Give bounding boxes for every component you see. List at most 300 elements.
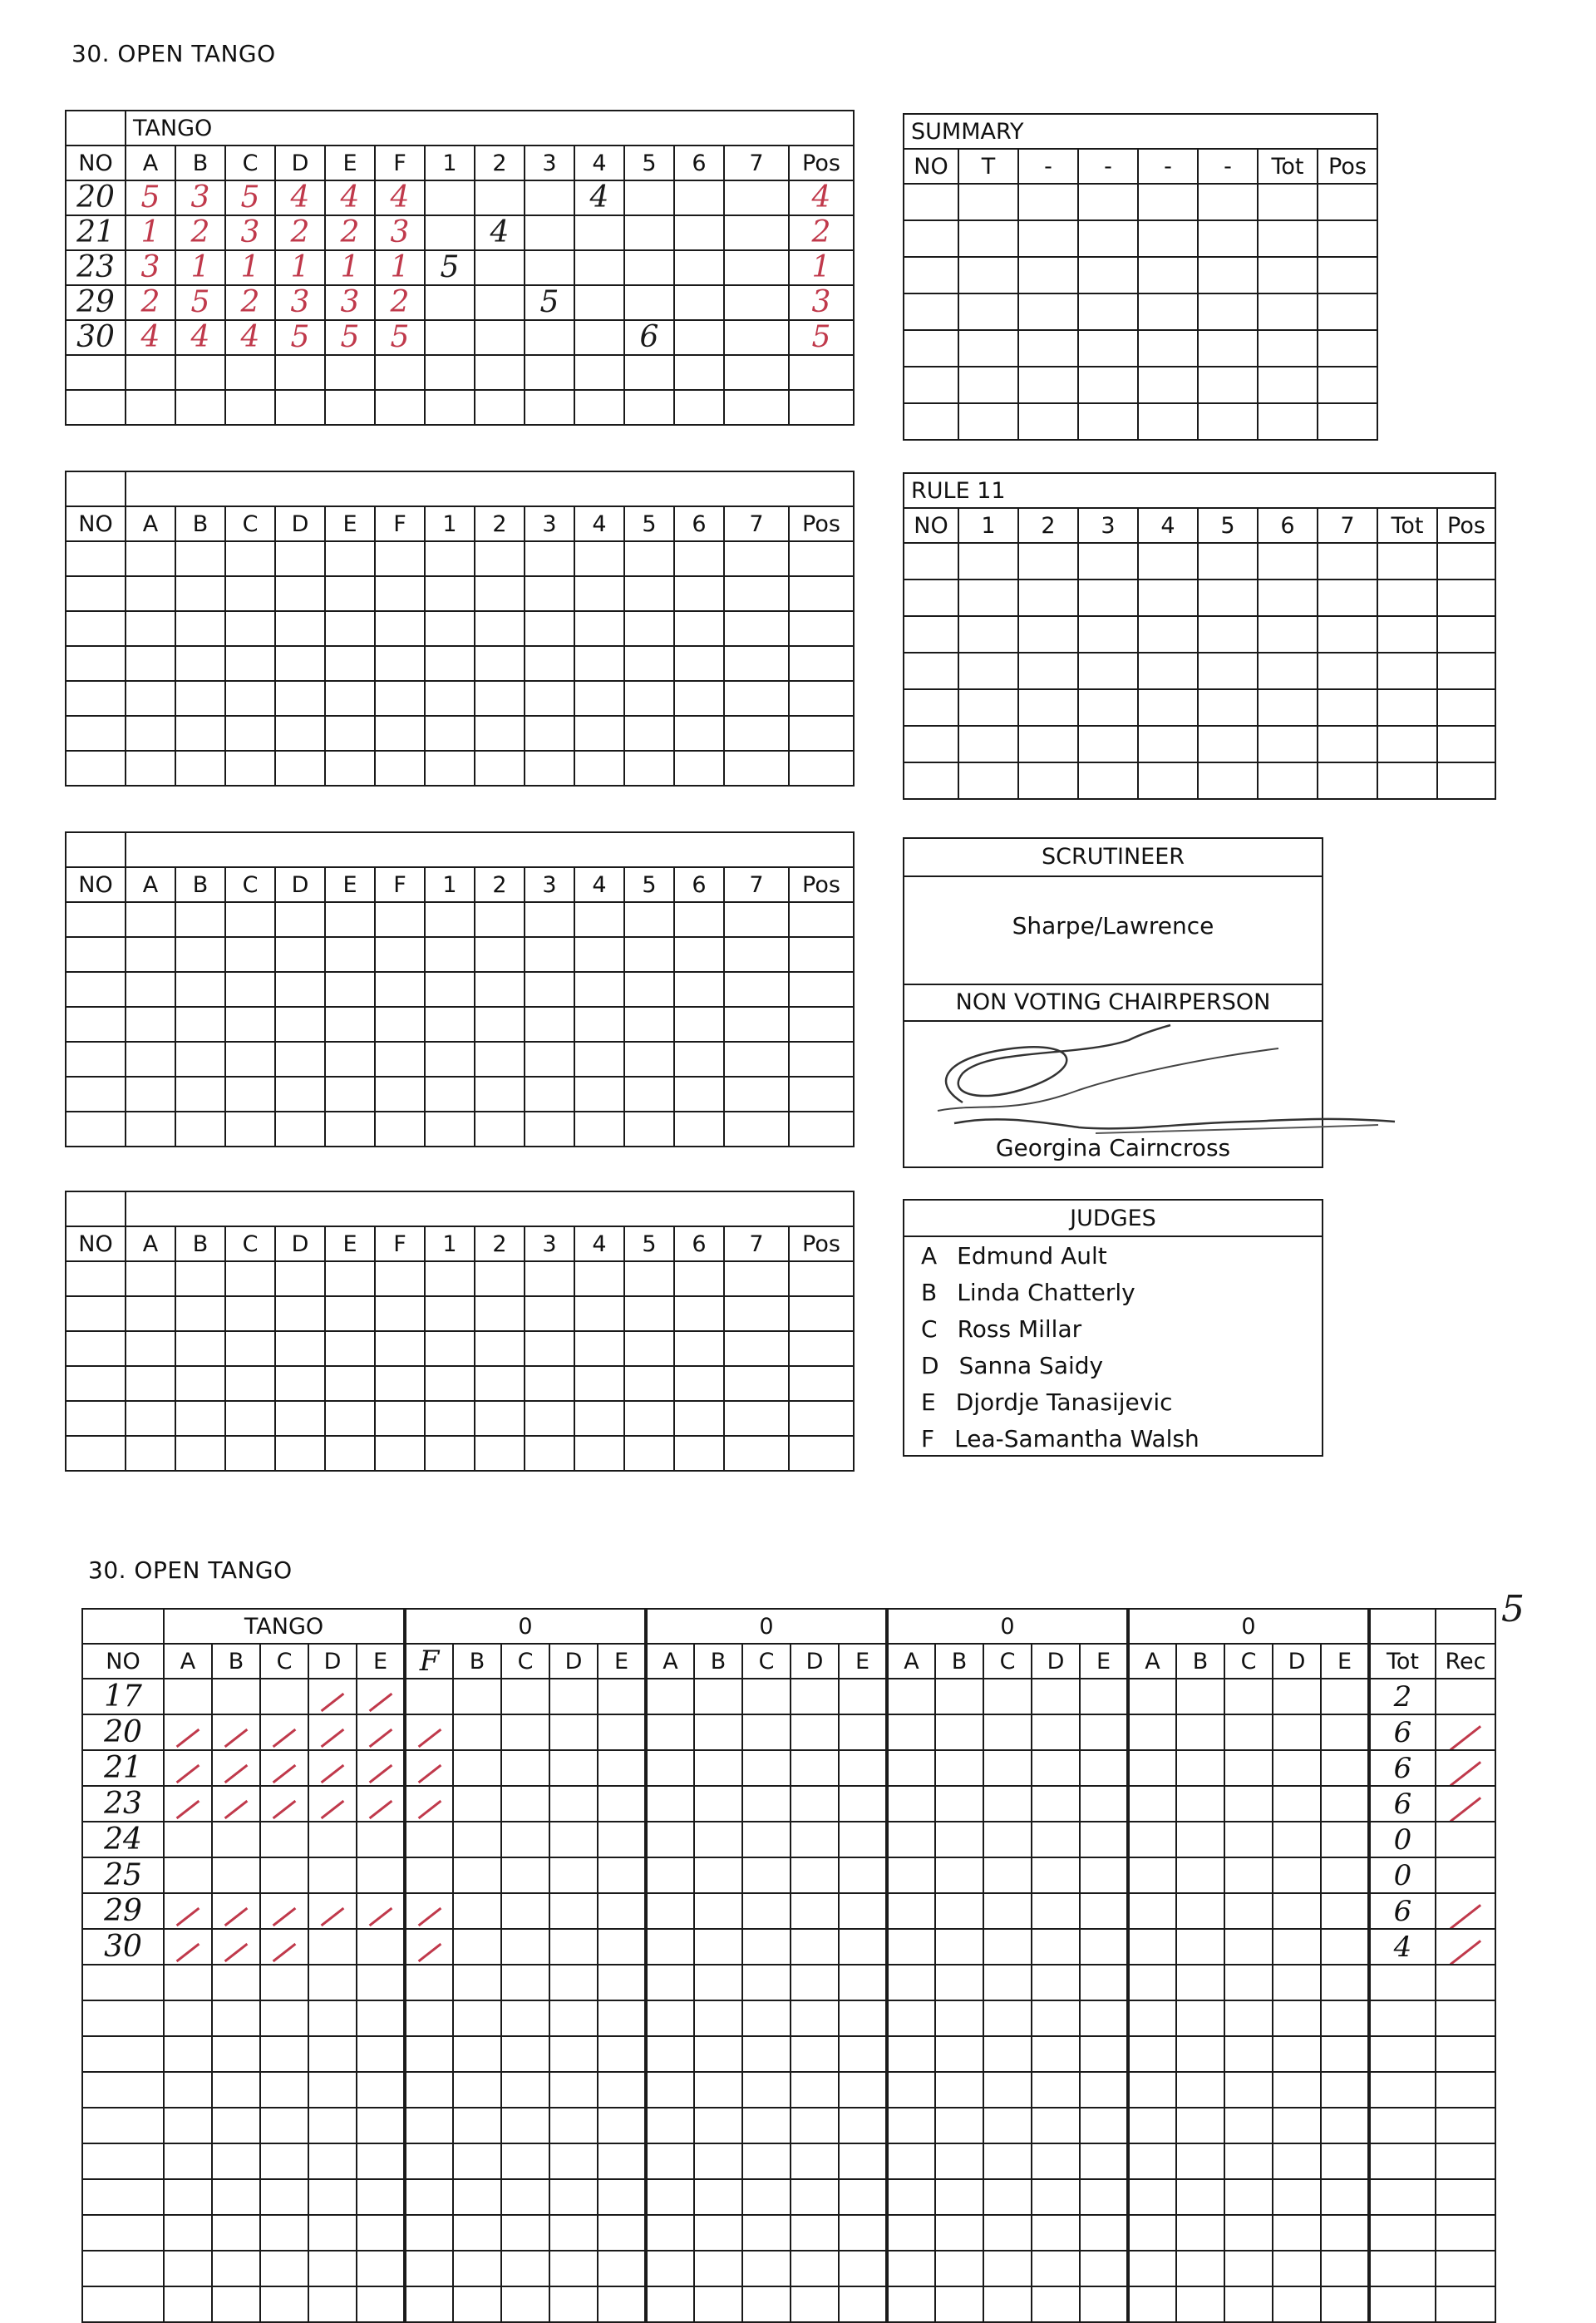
judge-mark: 1 <box>325 250 375 285</box>
empty-cell <box>674 1366 724 1401</box>
vote-cell <box>791 2000 839 2036</box>
empty-cell <box>275 1042 325 1077</box>
column-header: 5 <box>624 145 674 180</box>
summary-row <box>904 367 1377 403</box>
vote-cell <box>1321 1679 1369 1714</box>
empty-cell <box>904 293 958 330</box>
place-count: 4 <box>574 180 624 215</box>
empty-cell <box>325 972 375 1007</box>
vote-cell <box>1321 1965 1369 2000</box>
column-header: NO <box>66 1226 126 1261</box>
empty-cell <box>1078 257 1138 293</box>
dance-group-label: 0 <box>1128 1609 1369 1644</box>
vote-cell <box>1321 1822 1369 1857</box>
summary-header-row <box>904 149 1377 184</box>
vote-cell <box>357 2000 405 2036</box>
empty-cell <box>624 576 674 611</box>
empty-cell <box>275 937 325 972</box>
vote-cell <box>1273 2215 1321 2251</box>
empty-cell <box>958 543 1018 580</box>
vote-cell <box>1032 2072 1080 2108</box>
vote-cell <box>1032 1929 1080 1965</box>
table-row <box>66 1077 854 1112</box>
vote-cell <box>405 2179 453 2215</box>
recall-tick <box>176 1943 200 1962</box>
competitor-number: 23 <box>66 250 126 285</box>
empty-cell <box>425 1007 475 1042</box>
recall-tick <box>224 1907 249 1926</box>
empty-cell <box>425 1261 475 1296</box>
empty-cell <box>789 681 854 716</box>
empty-cell <box>574 1042 624 1077</box>
empty-cell <box>789 1007 854 1042</box>
vote-cell <box>549 1965 598 2000</box>
empty-cell <box>674 902 724 937</box>
empty-cell <box>674 1261 724 1296</box>
empty-cell <box>624 355 674 390</box>
empty-cell <box>1138 616 1198 653</box>
vote-cell <box>260 1750 308 1786</box>
table-row <box>66 681 854 716</box>
empty-cell <box>1258 184 1318 220</box>
recall-row <box>82 2000 1495 2036</box>
vote-cell <box>598 2251 646 2286</box>
place-count <box>475 180 525 215</box>
vote-cell <box>598 2072 646 2108</box>
header-row <box>66 867 854 902</box>
empty-cell <box>225 355 275 390</box>
vote-cell <box>549 1857 598 1893</box>
vote-cell <box>1321 2036 1369 2072</box>
empty-cell <box>1078 616 1138 653</box>
vote-cell <box>935 2179 983 2215</box>
vote-cell <box>501 1822 549 1857</box>
empty-cell <box>325 1401 375 1436</box>
empty-cell <box>789 1296 854 1331</box>
empty-cell <box>1318 257 1377 293</box>
empty-cell <box>126 1077 175 1112</box>
judge-mark: 3 <box>126 250 175 285</box>
summary-row <box>904 293 1377 330</box>
empty-cell <box>425 355 475 390</box>
empty-cell <box>904 257 958 293</box>
table-row <box>66 1007 854 1042</box>
vote-cell <box>935 1786 983 1822</box>
column-header: 5 <box>624 506 674 541</box>
vote-cell <box>357 1929 405 1965</box>
empty-cell <box>425 716 475 751</box>
place-count <box>475 285 525 320</box>
empty-cell <box>1018 616 1078 653</box>
empty-cell <box>1437 689 1495 726</box>
vote-cell <box>646 1822 694 1857</box>
recall-tick <box>273 1764 297 1783</box>
vote-cell <box>1224 2000 1273 2036</box>
vote-cell <box>260 2215 308 2251</box>
vote-cell <box>935 2215 983 2251</box>
empty-cell <box>1078 689 1138 726</box>
empty-cell <box>624 390 674 425</box>
rule11-title-row <box>904 473 1495 508</box>
vote-cell <box>983 1786 1032 1822</box>
vote-cell <box>839 2072 887 2108</box>
competitor-number: 20 <box>66 180 126 215</box>
dance-label <box>126 1191 854 1226</box>
vote-cell <box>1273 1893 1321 1929</box>
vote-cell <box>1273 2143 1321 2179</box>
recall-tick <box>1450 1725 1481 1750</box>
vote-cell <box>839 1679 887 1714</box>
judge-mark: 3 <box>225 215 275 250</box>
rule11-label: RULE 11 <box>904 473 1495 508</box>
vote-cell <box>164 1714 212 1750</box>
place-count <box>674 180 724 215</box>
vote-cell <box>308 1857 357 1893</box>
empty-cell <box>958 689 1018 726</box>
vote-cell <box>260 2143 308 2179</box>
vote-cell <box>1224 2179 1273 2215</box>
empty-cell <box>475 611 525 646</box>
empty-cell <box>1437 653 1495 689</box>
empty-cell <box>1318 762 1377 799</box>
vote-cell <box>1080 1786 1128 1822</box>
vote-cell <box>887 1822 935 1857</box>
judge-mark: 1 <box>375 250 425 285</box>
empty-cell <box>624 1331 674 1366</box>
empty-cell <box>958 367 1018 403</box>
empty-cell <box>1078 184 1138 220</box>
vote-cell <box>549 1786 598 1822</box>
vote-cell <box>791 1679 839 1714</box>
vote-cell <box>405 2072 453 2108</box>
place-count <box>624 285 674 320</box>
judge-letter-header: C <box>1224 1644 1273 1679</box>
vote-cell <box>549 2179 598 2215</box>
place-count <box>674 250 724 285</box>
empty-cell <box>904 689 958 726</box>
place-count <box>724 250 789 285</box>
header-row <box>66 145 854 180</box>
judge-row <box>904 1274 1322 1310</box>
empty-cell <box>1258 330 1318 367</box>
recall-flag <box>1436 1750 1495 1786</box>
empty-cell <box>574 716 624 751</box>
vote-cell <box>164 1929 212 1965</box>
judge-letter-header: B <box>212 1644 260 1679</box>
empty-cell <box>126 972 175 1007</box>
recall-tick <box>321 1764 345 1783</box>
vote-cell <box>1224 1786 1273 1822</box>
vote-cell <box>260 2036 308 2072</box>
empty-cell <box>1437 543 1495 580</box>
place-count <box>724 180 789 215</box>
vote-cell <box>357 1822 405 1857</box>
recall-total: 0 <box>1369 1822 1436 1857</box>
vote-cell <box>453 1750 501 1786</box>
vote-cell <box>1032 2108 1080 2143</box>
competitor-number: 29 <box>66 285 126 320</box>
vote-cell <box>742 1893 791 1929</box>
vote-cell <box>791 1714 839 1750</box>
recall-flag <box>1436 2000 1495 2036</box>
recall-flag <box>1436 2072 1495 2108</box>
vote-cell <box>839 2108 887 2143</box>
empty-cell <box>375 1296 425 1331</box>
dance-group-label: 0 <box>405 1609 646 1644</box>
dance-group-label: 0 <box>887 1609 1128 1644</box>
vote-cell <box>887 2143 935 2179</box>
vote-cell <box>212 2072 260 2108</box>
empty-cell <box>375 937 425 972</box>
vote-cell <box>357 2286 405 2322</box>
empty-cell <box>789 1436 854 1471</box>
vote-cell <box>983 2108 1032 2143</box>
position-result: 5 <box>789 320 854 355</box>
vote-cell <box>501 2036 549 2072</box>
empty-cell <box>1369 2143 1436 2179</box>
empty-cell <box>789 1366 854 1401</box>
vote-cell <box>357 2143 405 2179</box>
judge-letter-header: E <box>1080 1644 1128 1679</box>
empty-cell <box>175 1436 225 1471</box>
empty-cell <box>66 937 126 972</box>
recall-tick <box>224 1800 249 1819</box>
vote-cell <box>791 2251 839 2286</box>
page-title: 30. OPEN TANGO <box>71 40 276 67</box>
empty-cell <box>1258 653 1318 689</box>
vote-cell <box>164 1679 212 1714</box>
empty-cell <box>175 390 225 425</box>
empty-cell <box>126 902 175 937</box>
empty-cell <box>1018 293 1078 330</box>
empty-cell <box>1198 293 1258 330</box>
table-title-row <box>66 832 854 867</box>
vote-cell <box>1176 2143 1224 2179</box>
empty-cell <box>425 541 475 576</box>
empty-cell <box>425 1112 475 1147</box>
place-count <box>425 320 475 355</box>
vote-cell <box>453 1857 501 1893</box>
empty-cell <box>525 355 574 390</box>
place-count <box>674 215 724 250</box>
vote-cell <box>1273 1714 1321 1750</box>
vote-cell <box>1224 1714 1273 1750</box>
vote-cell <box>1321 2215 1369 2251</box>
vote-cell <box>1032 1714 1080 1750</box>
column-header: D <box>275 506 325 541</box>
vote-cell <box>1273 1822 1321 1857</box>
vote-cell <box>1128 1786 1176 1822</box>
recall-row <box>82 2251 1495 2286</box>
judge-row <box>904 1347 1322 1383</box>
vote-cell <box>1128 2286 1176 2322</box>
vote-cell <box>694 2072 742 2108</box>
vote-cell <box>935 1822 983 1857</box>
vote-cell <box>887 2215 935 2251</box>
empty-cell <box>525 1401 574 1436</box>
vote-cell <box>935 1965 983 2000</box>
judge-letter-header: D <box>549 1644 598 1679</box>
empty-cell <box>1018 184 1078 220</box>
rule11-grid <box>903 472 1496 800</box>
summary-row <box>904 330 1377 367</box>
empty-cell <box>904 580 958 616</box>
vote-cell <box>1080 1893 1128 1929</box>
empty-cell <box>1369 1965 1436 2000</box>
vote-cell <box>1224 2215 1273 2251</box>
empty-cell <box>574 902 624 937</box>
table-row <box>66 355 854 390</box>
vote-cell <box>1176 1714 1224 1750</box>
recall-total: 0 <box>1369 1857 1436 1893</box>
vote-cell <box>453 1786 501 1822</box>
vote-cell <box>1032 1857 1080 1893</box>
chairperson-box <box>903 984 1323 1168</box>
empty-cell <box>904 330 958 367</box>
rule11-header: 7 <box>1318 508 1377 543</box>
empty-cell <box>325 1007 375 1042</box>
recall-tick <box>273 1907 297 1926</box>
empty-cell <box>375 972 425 1007</box>
vote-cell <box>1080 1679 1128 1714</box>
vote-cell <box>164 2000 212 2036</box>
vote-cell <box>164 2143 212 2179</box>
vote-cell <box>212 2179 260 2215</box>
empty-cell <box>789 1042 854 1077</box>
empty-cell <box>904 653 958 689</box>
empty-cell <box>904 367 958 403</box>
vote-cell <box>1273 1965 1321 2000</box>
empty-cell <box>126 681 175 716</box>
vote-cell <box>887 1893 935 1929</box>
vote-cell <box>164 2036 212 2072</box>
empty-cell <box>425 1401 475 1436</box>
empty-cell <box>175 355 225 390</box>
empty-cell <box>375 716 425 751</box>
vote-cell <box>549 1714 598 1750</box>
vote-cell <box>935 2072 983 2108</box>
empty-cell <box>175 1401 225 1436</box>
empty-cell <box>525 972 574 1007</box>
empty-cell <box>1198 403 1258 440</box>
vote-cell <box>742 2000 791 2036</box>
vote-cell <box>501 1857 549 1893</box>
table-title-row <box>66 1191 854 1226</box>
empty-cell <box>425 972 475 1007</box>
vote-cell <box>308 1679 357 1714</box>
empty-cell <box>66 751 126 786</box>
vote-cell <box>212 2143 260 2179</box>
vote-cell <box>983 2000 1032 2036</box>
empty-cell <box>958 403 1018 440</box>
empty-cell <box>1369 2072 1436 2108</box>
column-header: NO <box>66 145 126 180</box>
recall-header-row <box>82 1644 1495 1679</box>
vote-cell <box>260 1857 308 1893</box>
empty-cell <box>425 611 475 646</box>
empty-cell <box>375 611 425 646</box>
recall-row <box>82 2036 1495 2072</box>
recall-tick <box>368 1764 392 1783</box>
empty-cell <box>1078 220 1138 257</box>
vote-cell <box>1128 2215 1176 2251</box>
judge-letter-header: D <box>791 1644 839 1679</box>
table-row <box>66 576 854 611</box>
recall-group-row <box>82 1609 1495 1644</box>
summary-row <box>904 220 1377 257</box>
empty-cell <box>1198 543 1258 580</box>
vote-cell <box>1032 1786 1080 1822</box>
vote-cell <box>1032 1965 1080 2000</box>
empty-cell <box>1258 403 1318 440</box>
vote-cell <box>694 2251 742 2286</box>
vote-cell <box>839 1893 887 1929</box>
table-title-row <box>66 111 854 145</box>
vote-cell <box>1176 1965 1224 2000</box>
judge-mark: 5 <box>225 180 275 215</box>
empty-cell <box>126 1436 175 1471</box>
empty-cell <box>82 2000 164 2036</box>
vote-cell <box>983 2286 1032 2322</box>
column-header: NO <box>66 867 126 902</box>
empty-cell <box>225 1401 275 1436</box>
vote-cell <box>1128 1714 1176 1750</box>
judge-mark: 4 <box>275 180 325 215</box>
summary-header: T <box>958 149 1018 184</box>
vote-cell <box>839 1857 887 1893</box>
empty-cell <box>475 1401 525 1436</box>
vote-cell <box>742 1786 791 1822</box>
vote-cell <box>1224 2072 1273 2108</box>
vote-cell <box>694 2036 742 2072</box>
empty-cell <box>375 390 425 425</box>
empty-cell <box>325 716 375 751</box>
vote-cell <box>887 1929 935 1965</box>
vote-cell <box>501 1786 549 1822</box>
vote-cell <box>791 2072 839 2108</box>
table-row <box>66 1042 854 1077</box>
vote-cell <box>453 1965 501 2000</box>
table-row <box>66 611 854 646</box>
empty-cell <box>525 576 574 611</box>
vote-cell <box>212 2108 260 2143</box>
judge-letter-header: B <box>694 1644 742 1679</box>
empty-cell <box>1198 616 1258 653</box>
column-header: C <box>225 506 275 541</box>
empty-cell <box>475 1077 525 1112</box>
vote-cell <box>501 2286 549 2322</box>
vote-cell <box>598 2108 646 2143</box>
place-count <box>525 180 574 215</box>
competitor-number: 17 <box>82 1679 164 1714</box>
empty-cell <box>175 1112 225 1147</box>
vote-cell <box>694 2286 742 2322</box>
empty-cell <box>789 972 854 1007</box>
table-row <box>66 751 854 786</box>
rule11-header: 6 <box>1258 508 1318 543</box>
empty-cell <box>1018 220 1078 257</box>
vote-cell <box>357 1786 405 1822</box>
vote-cell <box>791 1750 839 1786</box>
judge-row <box>904 1237 1322 1274</box>
empty-cell <box>724 1436 789 1471</box>
vote-cell <box>1321 2286 1369 2322</box>
empty-cell <box>82 2072 164 2108</box>
vote-cell <box>598 1822 646 1857</box>
vote-cell <box>549 1822 598 1857</box>
empty-cell <box>1138 330 1198 367</box>
vote-cell <box>308 1965 357 2000</box>
